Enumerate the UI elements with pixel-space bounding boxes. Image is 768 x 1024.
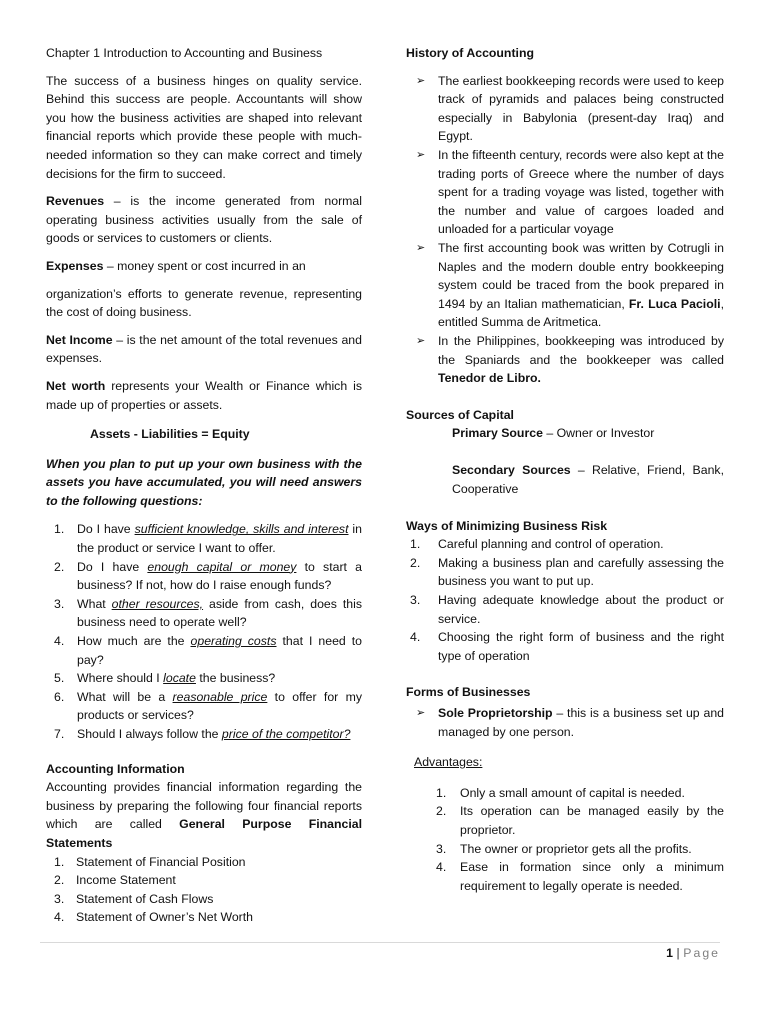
question-number: 1. (54, 522, 65, 537)
advantage-number: 4. (436, 860, 447, 875)
risk-item (406, 591, 724, 628)
question-text-pre: What (77, 596, 112, 611)
question-key-phrase: price of the competitor? (221, 727, 351, 741)
question-item (46, 725, 362, 744)
statement-number: 2. (54, 873, 65, 888)
risk-label: Making a business plan and carefully assessing the business you want to put up. (438, 555, 724, 589)
revenues-text: – is the income generated from normal operating business activities usually from the sale of goods or services to customers or clients. (46, 194, 362, 246)
net-income-definition (46, 331, 362, 368)
history-text: In the Philippines, bookkeeping was introduced by the Spaniards and the bookkeeper was called (438, 333, 724, 367)
history-text: , entitled Summa de Aritmetica. (438, 296, 724, 330)
question-text-post: aside from cash, does this business need to operate well? (77, 596, 362, 630)
statement-number: 1. (54, 854, 65, 869)
risk-label: Having adequate knowledge about the product or service. (438, 593, 724, 626)
net-income-term: Net Income (46, 332, 113, 347)
question-text-pre: What will be a (77, 689, 173, 704)
question-key-phrase: reasonable price (172, 689, 268, 704)
page-word: Page (683, 946, 720, 960)
question-item (46, 688, 362, 725)
question-number: 6. (54, 689, 65, 704)
question-item (46, 558, 362, 595)
net-worth-term: Net worth (46, 378, 106, 393)
accounting-information-body: Accounting provides financial information regarding the business by preparing the following four financial reports which are called (46, 780, 362, 832)
page-separator: | (676, 946, 680, 960)
net-worth-text: represents your Wealth or Finance which is made up of properties or assets. (46, 378, 362, 412)
question-text-post: that I need to pay? (77, 634, 363, 667)
question-text-pre: Should I always follow the (77, 727, 222, 741)
secondary-source (406, 461, 724, 498)
accounting-information-title: Accounting Information (46, 761, 185, 776)
questions-intro: When you plan to put up your own business with the assets you have accumulated, you will need answers to the following questions: (46, 456, 362, 508)
forms-list (406, 704, 724, 741)
advantage-label: Only a small amount of capital is needed. (460, 785, 685, 800)
arrow-bullet-icon: ➢ (416, 241, 426, 254)
question-number: 5. (54, 671, 65, 686)
advantage-label: The owner or proprietor gets all the profits. (460, 841, 692, 856)
revenues-term: Revenues (46, 194, 105, 209)
history-text: Tenedor de Libro. (438, 371, 541, 386)
question-key-phrase: enough capital or money (147, 559, 297, 574)
arrow-bullet-icon: ➢ (416, 74, 426, 87)
statement-item (46, 890, 362, 909)
arrow-bullet-icon: ➢ (416, 334, 426, 347)
statement-label: Statement of Owner’s Net Worth (76, 910, 254, 925)
sole-proprietorship-item (406, 704, 724, 741)
risk-item (406, 535, 724, 554)
advantage-label: Its operation can be managed easily by the proprietor. (460, 804, 724, 837)
question-text-post: the business? (195, 671, 276, 686)
question-text-post: in the product or service I want to offer. (77, 522, 362, 556)
net-worth-definition (46, 377, 362, 414)
primary-source (406, 424, 724, 443)
forms-title: Forms of Businesses (406, 685, 531, 700)
arrow-bullet-icon: ➢ (416, 707, 426, 719)
advantage-number: 1. (436, 785, 447, 800)
risk-item (406, 628, 724, 665)
statement-item (46, 871, 362, 890)
footer-rule (40, 942, 720, 944)
sole-proprietorship-text: – this is a business set up and managed by one person. (438, 706, 724, 739)
sole-proprietorship-term: Sole Proprietorship (438, 706, 553, 720)
question-text-pre: Do I have (77, 522, 135, 537)
history-text: Fr. Luca Pacioli (628, 296, 721, 311)
question-item (46, 669, 362, 688)
advantage-item (406, 858, 724, 895)
primary-source-term: Primary Source (452, 426, 543, 441)
question-text-pre: How much are the (77, 634, 191, 649)
accounting-equation: Assets - Liabilities = Equity (90, 427, 250, 442)
question-item (46, 520, 362, 557)
statements-list (46, 853, 362, 927)
risk-number: 3. (410, 593, 421, 608)
sources-title: Sources of Capital (406, 407, 514, 422)
risk-label: Choosing the right form of business and the right type of operation (438, 630, 724, 663)
statement-label: Statement of Cash Flows (76, 891, 214, 906)
arrow-bullet-icon: ➢ (416, 148, 426, 161)
history-item (406, 239, 724, 332)
general-purpose-statements: General Purpose Financial Statements (46, 817, 362, 850)
expenses-term: Expenses (46, 258, 104, 273)
history-title: History of Accounting (406, 46, 534, 60)
question-item (46, 632, 362, 669)
risk-title: Ways of Minimizing Business Risk (406, 518, 608, 533)
advantage-item (406, 802, 724, 839)
primary-source-text: – Owner or Investor (542, 426, 655, 441)
question-key-phrase: other resources, (111, 596, 204, 611)
history-list (406, 72, 724, 388)
question-text-pre: Do I have (77, 559, 148, 574)
revenues-definition (46, 192, 362, 248)
advantage-number: 3. (436, 841, 447, 856)
question-text-post: to offer for my products or services? (77, 689, 362, 723)
question-key-phrase: locate (163, 671, 196, 686)
advantage-label: Ease in formation since only a minimum requirement to legally operate is needed. (460, 860, 724, 893)
risk-number: 4. (410, 630, 421, 645)
risk-list (406, 535, 724, 665)
statement-label: Income Statement (76, 873, 176, 888)
statement-item (46, 908, 362, 927)
net-income-text: – is the net amount of the total revenues and expenses. (46, 332, 362, 366)
question-number: 2. (54, 559, 65, 574)
statement-label: Statement of Financial Position (76, 854, 246, 869)
question-text-post: to start a business? If not, how do I raise enough funds? (77, 559, 362, 593)
history-text: The earliest bookkeeping records were used to keep track of pyramids and palaces being constructed especially in Babylonia (present-day Iraq) and Egypt. (438, 73, 724, 144)
question-key-phrase: sufficient knowledge, skills and interest (134, 522, 349, 537)
expenses-definition (46, 257, 362, 276)
history-text: In the fifteenth century, records were also kept at the trading ports of Greece where the number of days spent for a trading voyage was listed, together with the number and value of cargoes loaded and unloaded for a particular voyage (438, 147, 724, 237)
history-text: The first accounting book was written by Cotrugli in Naples and the modern double entry bookkeeping system could be traced from the book prepared in 1494 by an Italian mathematician, (438, 240, 724, 311)
advantage-item (406, 840, 724, 859)
risk-number: 2. (410, 555, 421, 570)
question-number: 7. (54, 727, 65, 741)
advantage-number: 2. (436, 804, 447, 819)
advantages-list (406, 784, 724, 896)
history-item (406, 146, 724, 239)
risk-number: 1. (410, 537, 421, 552)
question-number: 3. (54, 596, 65, 611)
advantage-item (406, 784, 724, 803)
page-number (666, 944, 720, 963)
statement-number: 4. (54, 910, 65, 925)
question-item (46, 595, 362, 632)
accounting-information-text (46, 778, 362, 852)
advantages-title: Advantages: (414, 755, 483, 770)
statement-number: 3. (54, 891, 65, 906)
risk-item (406, 554, 724, 591)
page-number-value: 1 (666, 946, 673, 960)
question-key-phrase: operating costs (190, 634, 277, 649)
expenses-continuation: organization’s efforts to generate revenue, representing the cost of doing business. (46, 286, 362, 320)
question-number: 4. (54, 634, 65, 649)
chapter-title: Chapter 1 Introduction to Accounting and Business (46, 46, 323, 60)
statement-item (46, 853, 362, 872)
intro-paragraph: The success of a business hinges on quality service. Behind this success are people. Accountants will show you how the business activities are shaped into relevant financial reports which provide these people with much-needed information so they can make correct and timely decisions for the firm to succeed. (46, 73, 362, 181)
history-item (406, 332, 724, 388)
secondary-source-text: – Relative, Friend, Bank, Cooperative (452, 463, 724, 497)
history-item (406, 72, 724, 146)
question-text-pre: Where should I (77, 671, 164, 686)
questions-list (46, 520, 362, 743)
right-column (406, 44, 724, 895)
secondary-source-term: Secondary Sources (452, 463, 571, 478)
risk-label: Careful planning and control of operation. (438, 537, 664, 552)
left-column (46, 44, 362, 927)
expenses-text: – money spent or cost incurred in an (103, 258, 306, 273)
